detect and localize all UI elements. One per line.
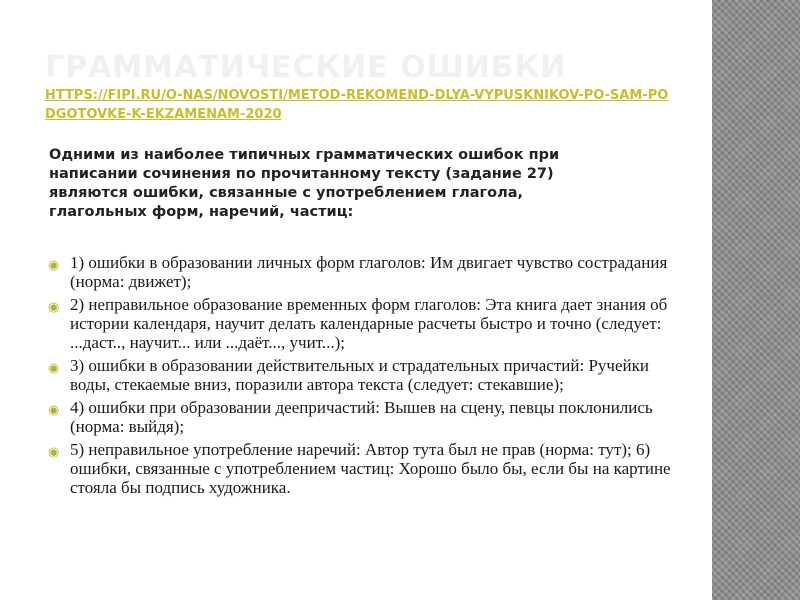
- list-item: [48, 356, 688, 394]
- circle-bullet-icon: ◉: [48, 444, 60, 459]
- list-item: [48, 440, 688, 497]
- intro-paragraph: Одними из наиболее типичных грамматических ошибок при написании сочинения по прочитанному тексту (задание 27) являются ошибки, связанные с употреблением глагола, глагольных форм, наречий, частиц:: [49, 147, 560, 220]
- list-item: [48, 398, 688, 436]
- title-block: [45, 52, 685, 124]
- list-item-text: 4) ошибки при образовании деепричастий: Вышев на сцену, певцы поклонились (норма: выйдя);: [70, 398, 653, 436]
- list-item-text: 5) неправильное употребление наречий: Автор тута был не прав (норма: тут); 6) ошибки, связанные с употреблением частиц: Хорошо было бы, если бы на картине стояла бы подпись художника.: [70, 440, 671, 497]
- list-item-text: 3) ошибки в образовании действительных и страдательных причастий: Ручейки воды, стекаемые вниз, поразили автора текста (следует: стекавшие);: [70, 356, 649, 394]
- circle-bullet-icon: ◉: [48, 299, 60, 314]
- circle-bullet-icon: ◉: [48, 257, 60, 272]
- circle-bullet-icon: ◉: [48, 360, 60, 375]
- circle-bullet-icon: ◉: [48, 402, 60, 417]
- bullet-list: [48, 253, 688, 501]
- list-item: [48, 295, 688, 352]
- slide-title: ГРАММАТИЧЕСКИЕ ОШИБКИ: [45, 50, 567, 85]
- list-item: [48, 253, 688, 291]
- list-item-text: 1) ошибки в образовании личных форм глаголов: Им двигает чувство сострадания (норма: движет);: [70, 253, 668, 291]
- decorative-side-bar: [712, 0, 800, 600]
- list-item-text: 2) неправильное образование временных форм глаголов: Эта книга дает знания об истории календаря, научит делать календарные расчеты быстро и точно (следует: ...даст.., научит... или ...даёт..., учит...);: [70, 295, 668, 352]
- source-link[interactable]: HTTPS://FIPI.RU/O-NAS/NOVOSTI/METOD-REKOMEND-DLYA-VYPUSKNIKOV-PO-SAM-PODGOTOVKE-K-EKZAMENAM-2020: [45, 88, 669, 122]
